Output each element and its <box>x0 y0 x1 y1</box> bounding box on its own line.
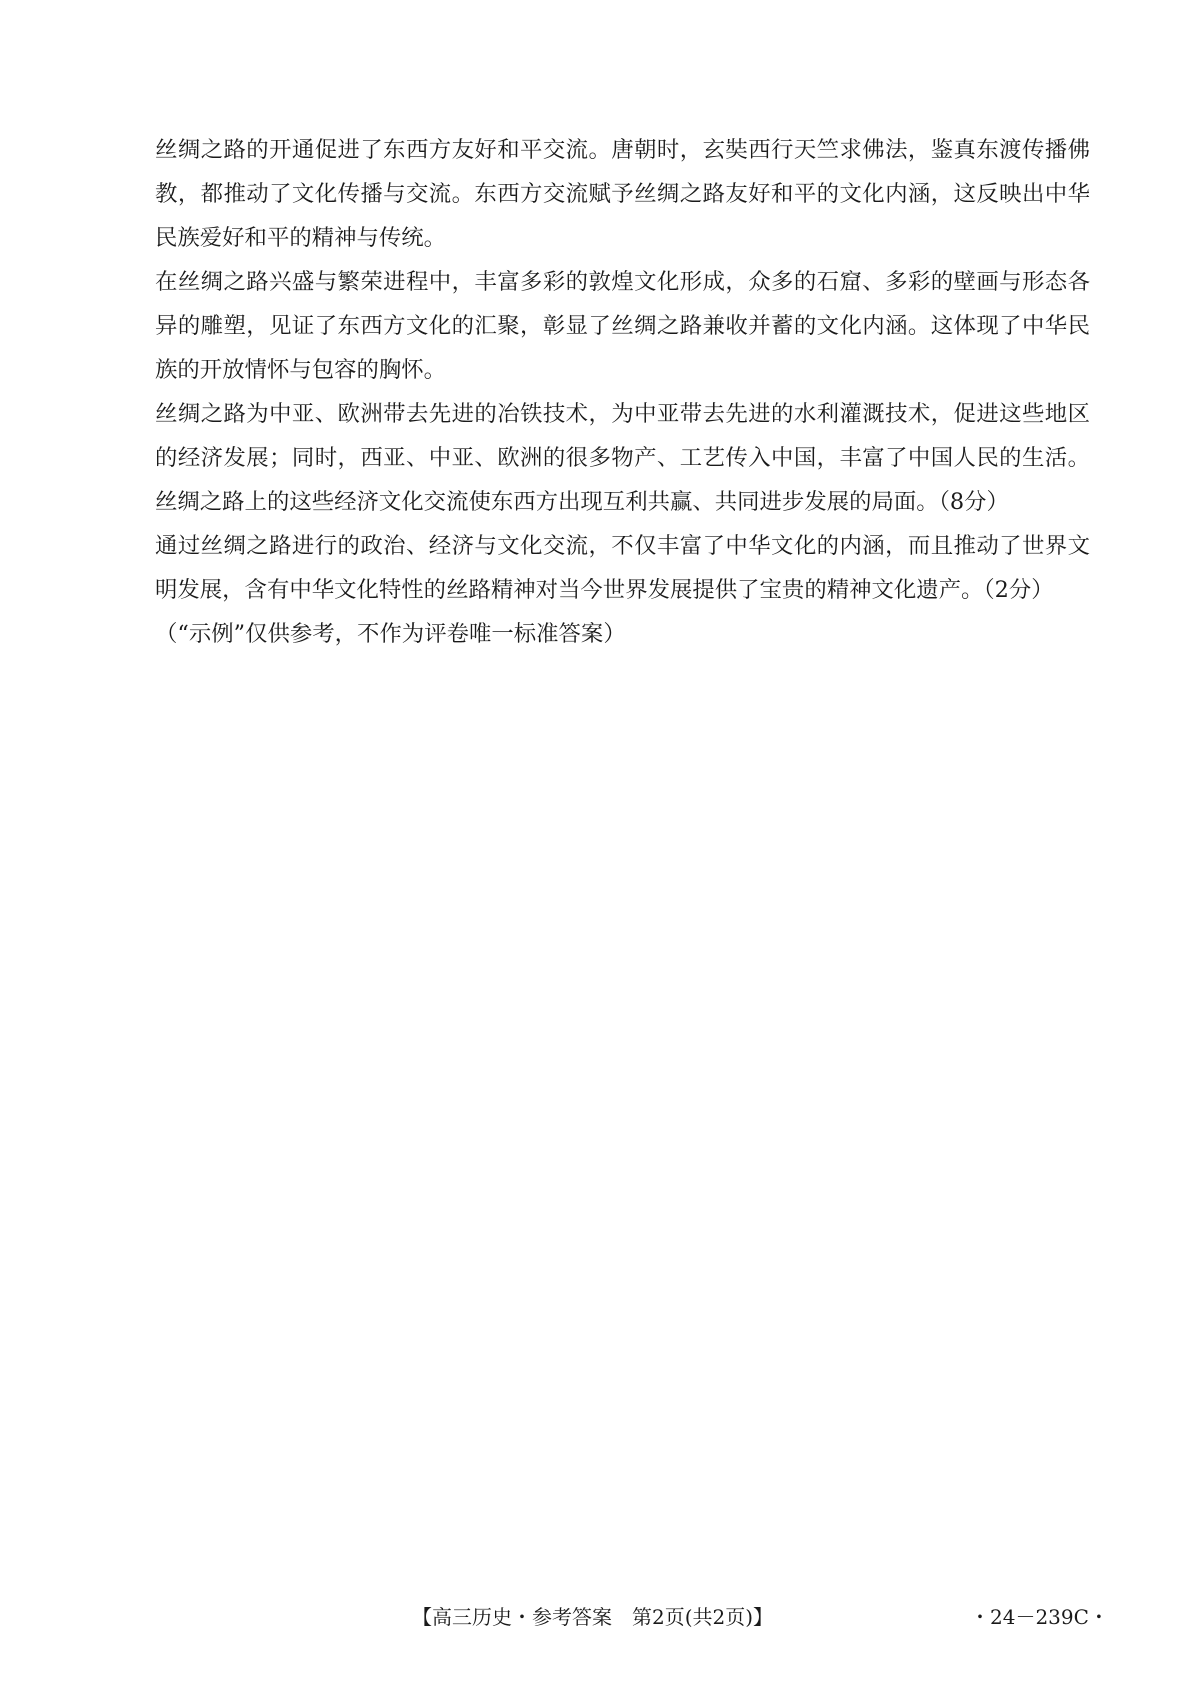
page-footer <box>0 1602 1200 1632</box>
paragraph-economic-exchange: 丝绸之路为中亚、欧洲带去先进的冶铁技术，为中亚带去先进的水利灌溉技术，促进这些地区的经济发展；同时，西亚、中亚、欧洲的很多物产、工艺传入中国，丰富了中国人民的生活。丝绸之路上的这些经济文化交流使东西方出现互利共赢、共同进步发展的局面。（8分） <box>155 401 1090 515</box>
footer-code: ・24－239C・ <box>970 1605 1109 1629</box>
paragraph-world-civilization: 通过丝绸之路进行的政治、经济与文化交流，不仅丰富了中华文化的内涵，而且推动了世界文明发展，含有中华文化特性的丝路精神对当今世界发展提供了宝贵的精神文化遗产。（2分） <box>155 533 1090 603</box>
paragraph-reference-note: （“示例”仅供参考，不作为评卷唯一标准答案） <box>155 621 626 647</box>
paragraph-dunhuang-culture: 在丝绸之路兴盛与繁荣进程中，丰富多彩的敦煌文化形成，众多的石窟、多彩的壁画与形态各异的雕塑，见证了东西方文化的汇聚，彰显了丝绸之路兼收并蓄的文化内涵。这体现了中华民族的开放情怀与包容的胸怀。 <box>155 269 1090 383</box>
footer-title: 【高三历史・参考答案 第2页(共2页)】 <box>412 1605 774 1629</box>
answer-body <box>155 128 1090 656</box>
paragraph-peace-exchange: 丝绸之路的开通促进了东西方友好和平交流。唐朝时，玄奘西行天竺求佛法，鉴真东渡传播佛教，都推动了文化传播与交流。东西方交流赋予丝绸之路友好和平的文化内涵，这反映出中华民族爱好和平的精神与传统。 <box>155 137 1090 251</box>
